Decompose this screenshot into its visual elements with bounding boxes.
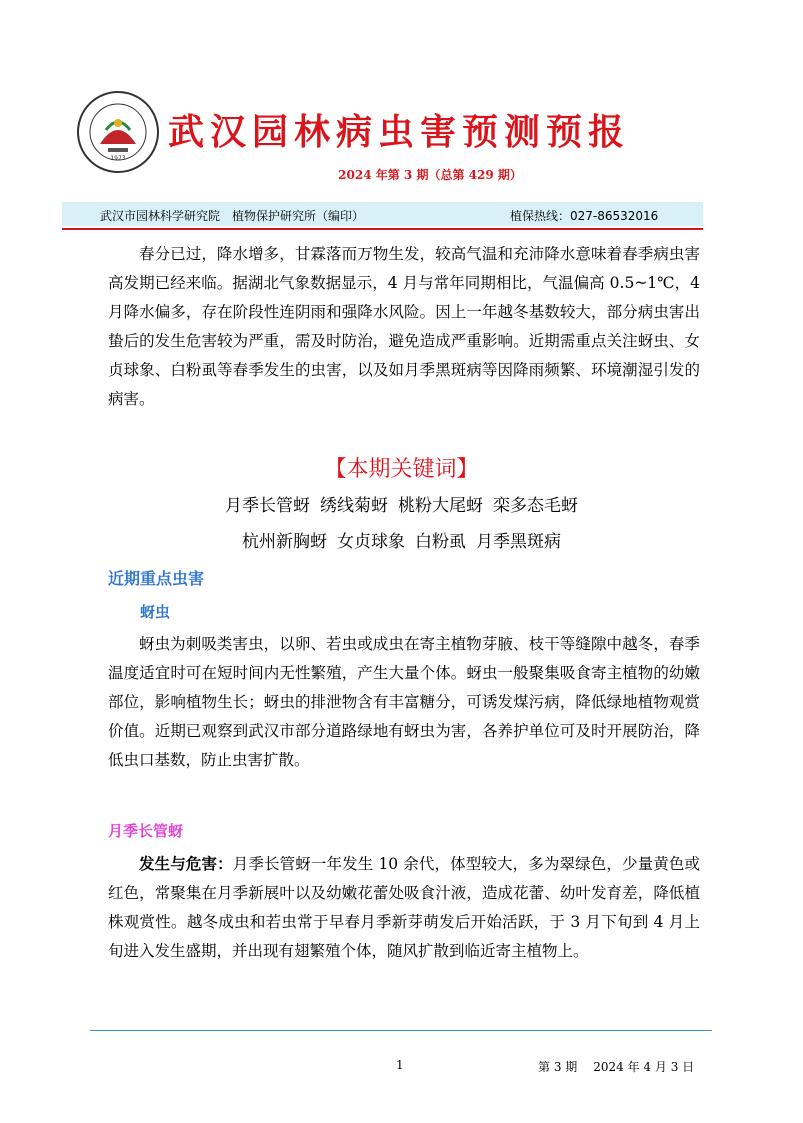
bulletin-title: 武汉园林病虫害预测预报 <box>168 111 631 153</box>
keyword: 桃粉大尾蚜 <box>398 496 483 516</box>
svg-text:1973: 1973 <box>110 155 126 162</box>
rose-aphid-paragraph <box>108 849 700 966</box>
aphid-heading: 蚜虫 <box>140 603 171 621</box>
intro-paragraph: 春分已过，降水增多，甘霖落而万物生发，较高气温和充沛降水意味着春季病虫害高发期已经来临。据湖北气象数据显示，4 月与常年同期相比，气温偏高 0.5~1℃，4 月降水偏多，存在阶段性连阴雨和强降水风险。因上一年越冬基数较大，部分病虫害出蛰后的发生危害较为严重，需及时防治，避免造成严重影响。近期需重点关注蚜虫、女贞球象、白粉虱等春季发生的虫害，以及如月季黑斑病等因降雨频繁、环境潮湿引发的病害。 <box>108 245 700 408</box>
keywords-line-1 <box>0 491 803 516</box>
rose-aphid-heading: 月季长管蚜 <box>108 822 184 840</box>
keyword: 月季黑斑病 <box>476 532 561 552</box>
keywords-title: 【本期关键词】 <box>324 457 479 482</box>
keywords-line-2 <box>0 527 803 552</box>
publisher-bar <box>62 202 703 226</box>
keyword: 女贞球象 <box>337 532 405 552</box>
occurrence-label: 发生与危害： <box>139 854 233 873</box>
hotline: 植保热线：027-86532016 <box>510 209 659 223</box>
issue-number: 2024 年第 3 期（总第 429 期） <box>338 168 522 182</box>
header-divider <box>62 228 703 230</box>
aphid-paragraph: 蚜虫为刺吸类害虫，以卵、若虫或成虫在寄主植物芽腋、枝干等缝隙中越冬，春季温度适宜时可在短时间内无性繁殖，产生大量个体。蚜虫一般聚集吸食寄主植物的幼嫩部位，影响植物生长；蚜虫的排泄物含有丰富糖分，可诱发煤污病，降低绿地植物观赏价值。近期已观察到武汉市部分道路绿地有蚜虫为害，各养护单位可及时开展防治，降低虫口基数，防止虫害扩散。 <box>108 635 700 769</box>
section-heading: 近期重点虫害 <box>108 569 205 588</box>
keyword: 月季长管蚜 <box>225 496 310 516</box>
publisher-org: 武汉市园林科学研究院 植物保护研究所（编印） <box>100 209 365 223</box>
keyword: 绣线菊蚜 <box>320 496 388 516</box>
institute-logo <box>76 90 160 174</box>
footer-divider <box>90 1030 712 1031</box>
keyword: 白粉虱 <box>415 532 466 552</box>
page-number: 1 <box>396 1058 404 1072</box>
footer-issue: 第 3 期 <box>538 1060 578 1074</box>
rose-aphid-text: 月季长管蚜一年发生 10 余代，体型较大，多为翠绿色，少量黄色或红色，常聚集在月季新展叶以及幼嫩花蕾处吸食汁液，造成花蕾、幼叶发育差，降低植株观赏性。越冬成虫和若虫常于早春月季新芽萌发后开始活跃，于 3 月下旬到 4 月上旬进入发生盛期，并出现有翅繁殖个体，随风扩散到临近寄主植物上。 <box>108 855 700 960</box>
keyword: 杭州新胸蚜 <box>242 532 327 552</box>
footer-meta <box>538 1058 694 1075</box>
footer-date: 2024 年 4 月 3 日 <box>593 1060 695 1074</box>
keyword: 栾多态毛蚜 <box>493 496 578 516</box>
